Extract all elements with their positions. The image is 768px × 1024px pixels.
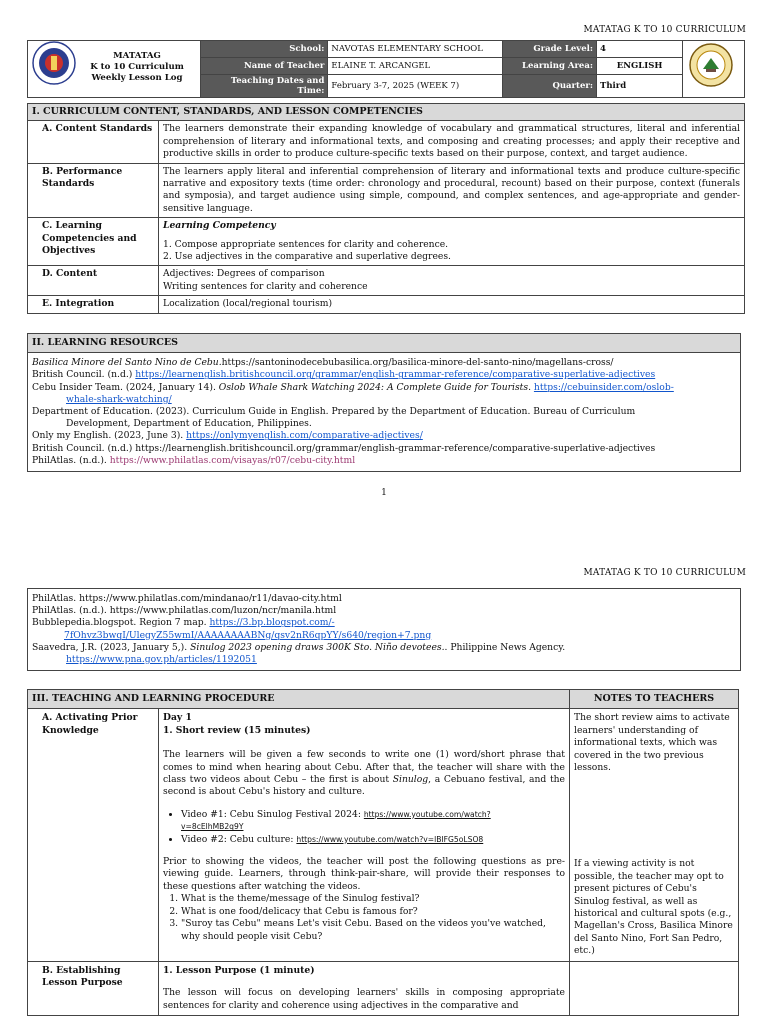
grade-text: 4 (600, 44, 606, 54)
dates-text: February 3-7, 2025 (WEEK 7) (331, 81, 460, 91)
video-item (181, 834, 565, 846)
area-text: ENGLISH (616, 61, 663, 71)
notes-cell (570, 961, 739, 1015)
integration-text: Localization (local/regional tourism) (159, 296, 745, 313)
note-text: If a viewing activity is not possible, the teacher may opt to present pictures of Cebu's Sinulog festival, as well as historical and cultural spots (e.g., Magellan's Cross, Basilica Minore del Santo Nino, Fort San Pedro, etc.) (574, 858, 733, 957)
dates-value (328, 75, 503, 98)
title-cell (28, 41, 201, 98)
prior-paragraph: Prior to showing the videos, the teacher will post the following questions as pre-viewing guide. Learners, through think-pair-share, will provide their responses to these questions after watching the videos. (163, 856, 565, 892)
resource-item (32, 430, 736, 442)
resource-item (32, 455, 736, 467)
question-item: 2. What is one food/delicacy that Cebu is famous for? (181, 906, 565, 918)
activating-prior-knowledge-cell (159, 709, 570, 961)
video-list (163, 809, 565, 846)
review-emphasis: Sinulog (392, 774, 429, 786)
page-header: MATATAG K TO 10 CURRICULUM (583, 25, 746, 35)
teacher-text: ELAINE T. ARCANGEL (331, 61, 431, 71)
teacher-label: Name of Teacher (201, 58, 328, 75)
learning-resources-continued (27, 588, 741, 671)
log-title (82, 51, 192, 84)
video-link[interactable]: v=8cElhMB2q9Y (181, 822, 244, 832)
quarter-text: Third (600, 81, 627, 91)
video-label: Video #1: Cebu Sinulog Festival 2024: (181, 808, 364, 820)
content-standards-label: A. Content Standards (28, 121, 159, 163)
question-item: 3. "Suroy tas Cebu" means Let's visit Cebu. Based on the videos you've watched, why should people visit Cebu? (181, 918, 565, 943)
log-title-line: Weekly Lesson Log (91, 73, 183, 83)
resource-text: British Council. (n.d.) (32, 369, 136, 381)
competency-title: Learning Competency (163, 220, 276, 232)
teaching-procedure (27, 689, 739, 1016)
notes-title: NOTES TO TEACHERS (570, 690, 739, 709)
resource-text: . Philippine News Agency. (444, 641, 566, 653)
resource-link[interactable]: https://www.pna.gov.ph/articles/1192051 (66, 654, 257, 666)
content-standards-text: The learners demonstrate their expanding knowledge of vocabulary and grammatical structures, literal and inferential comprehension of literary and informational texts, and composing and creating processes; and apply their receptive and productive skills in order to produce culture-specific texts based on their purpose, context, and target audience. (159, 121, 745, 163)
content-line: Adjectives: Degrees of comparison (163, 268, 325, 280)
resource-title: Basilica Minore del Santo Nino de Cebu. (32, 357, 222, 369)
grade-value (597, 41, 683, 58)
question-item: 1. What is the theme/message of the Sinulog festival? (181, 893, 565, 905)
purpose-paragraph: The lesson will focus on developing learners' skills in composing appropriate sentences for clarity and coherence using adjectives in the comparative and (163, 987, 565, 1011)
resource-link[interactable]: https://cebuinsider.com/oslob- (533, 381, 674, 393)
school-label: School: (201, 41, 328, 58)
grade-label: Grade Level: (503, 41, 597, 58)
review-text: The learners will be given a few seconds to write one (1) word/short phrase that comes to mind when hearing about Cebu. After that, the teacher will share with the class two videos about Cebu – the first is about (163, 749, 565, 786)
lesson-purpose-cell (159, 961, 570, 1015)
page-header: MATATAG K TO 10 CURRICULUM (583, 568, 746, 578)
deped-seal-icon (32, 41, 76, 85)
resource-link[interactable]: whale-shark-watching/ (66, 393, 172, 405)
review-paragraph (163, 749, 565, 799)
resources-list (28, 589, 740, 670)
notes-cell (570, 709, 739, 961)
integration-label: E. Integration (28, 296, 159, 313)
quarter-value (597, 75, 683, 98)
resource-item-cont (32, 394, 736, 406)
dates-label: Teaching Dates and Time: (201, 75, 328, 98)
content-label: D. Content (28, 266, 159, 296)
video-label: Video #2: Cebu culture: (181, 833, 297, 845)
resource-link[interactable]: https://3.bp.blogspot.com/- (209, 617, 335, 629)
school-value (328, 41, 503, 58)
resource-item (32, 382, 736, 394)
school-text: NAVOTAS ELEMENTARY SCHOOL (331, 44, 483, 54)
quarter-label: Quarter: (503, 75, 597, 98)
resource-link[interactable]: 7fOhvz3bwqI/UlegyZ55wmI/AAAAAAAABNg/qsv2nR6qpYY/s640/region+7.png (64, 629, 432, 641)
resource-text: Cebu Insider Team. (2024, January 14). (32, 381, 219, 393)
resource-item: British Council. (n.d.) https://learnenglish.britishcouncil.org/grammar/english-grammar-reference/comparative-superlative-adjectives (32, 442, 656, 454)
curriculum-section (27, 103, 745, 314)
review-text: , a Cebuano festival, and the second is about Cebu's history and culture. (163, 774, 565, 798)
resource-text: Only my English. (2023, June 3). (32, 430, 187, 442)
resource-title: Sinulog 2023 opening draws 300K Sto. Niño devotees. (190, 641, 445, 653)
lesson-purpose-label: B. Establishing Lesson Purpose (28, 961, 159, 1015)
learning-resources (27, 333, 741, 472)
resource-url[interactable]: https://santoninodecebubasilica.org/basilica-minore-del-santo-nino/magellans-cross/ (221, 357, 614, 369)
review-title: 1. Short review (15 minutes) (163, 724, 311, 736)
competencies-label: C. Learning Competencies and Objectives (28, 218, 159, 266)
resource-item: Department of Education. (2023). Curriculum Guide in English. Prepared by the Department of Education. Bureau of Curriculum (32, 406, 636, 418)
video-item (181, 809, 565, 834)
performance-standards-label: B. Performance Standards (28, 163, 159, 218)
log-title-line: K to 10 Curriculum (90, 62, 184, 72)
note-text: The short review aims to activate learners' understanding of informational texts, which was covered in the two previous lessons. (574, 712, 730, 774)
log-title-line: MATATAG (113, 51, 161, 61)
resource-item-cont: Development, Department of Education, Philippines. (66, 418, 312, 430)
resource-item (32, 357, 736, 369)
resources-list (28, 353, 740, 471)
resource-item-cont (32, 654, 736, 666)
day-label: Day 1 (163, 712, 192, 724)
video-link[interactable]: https://www.youtube.com/watch? (363, 809, 491, 819)
resource-item (32, 369, 736, 381)
resource-link[interactable]: https://learnenglish.britishcouncil.org/grammar/english-grammar-reference/comparative-superlative-adjectives (135, 369, 656, 381)
activating-prior-knowledge-label: A. Activating Prior Knowledge (28, 709, 159, 961)
content-cell (159, 266, 745, 296)
purpose-title: 1. Lesson Purpose (1 minute) (163, 964, 315, 976)
page-number: 1 (381, 488, 387, 498)
content-line: Writing sentences for clarity and coherence (163, 280, 368, 292)
resource-item: PhilAtlas. https://www.philatlas.com/mindanao/r11/davao-city.html (32, 593, 342, 604)
resource-text: Saavedra, J.R. (2023, January 5,). (32, 641, 191, 653)
resource-title: Oslob Whale Shark Watching 2024: A Complete Guide for Tourists. (218, 381, 531, 393)
section-title: II. LEARNING RESOURCES (28, 334, 740, 353)
lesson-log-header (27, 40, 745, 98)
school-seal-icon (689, 43, 733, 87)
area-value (597, 58, 683, 75)
resource-link[interactable]: https://onlymyenglish.com/comparative-adjectives/ (186, 430, 423, 442)
section-title: III. TEACHING AND LEARNING PROCEDURE (28, 690, 570, 709)
video-link[interactable]: https://www.youtube.com/watch?v=lBIFG5oLSO8 (296, 834, 484, 844)
question-list (163, 893, 565, 943)
resource-item-cont (32, 630, 736, 642)
teacher-value (328, 58, 503, 75)
resource-item (32, 617, 736, 629)
resource-text: PhilAtlas. (n.d.). (32, 454, 110, 466)
performance-standards-text: The learners apply literal and inferential comprehension of literary and informational texts and produce culture-specific narrative and expository texts (time order: chronology and procedural, recount) based on their purpose, context (funerals and symposia), and target audience using simple, compound, and complex sentences, and age-appropriate and gender-sensitive language. (159, 163, 745, 218)
area-label: Learning Area: (503, 58, 597, 75)
resource-text: Bubblepedia.blogspot. Region 7 map. (32, 617, 210, 629)
competencies-cell (159, 218, 745, 266)
section-title: I. CURRICULUM CONTENT, STANDARDS, AND LESSON COMPETENCIES (28, 104, 745, 121)
resource-link[interactable]: https://www.philatlas.com/visayas/r07/cebu-city.html (109, 454, 356, 466)
resource-item: PhilAtlas. (n.d.). https://www.philatlas.com/luzon/ncr/manila.html (32, 605, 337, 617)
competency-item: 1. Compose appropriate sentences for clarity and coherence. (163, 238, 449, 250)
competency-item: 2. Use adjectives in the comparative and superlative degrees. (163, 251, 451, 263)
school-seal-cell (683, 41, 745, 98)
resource-item (32, 642, 736, 654)
